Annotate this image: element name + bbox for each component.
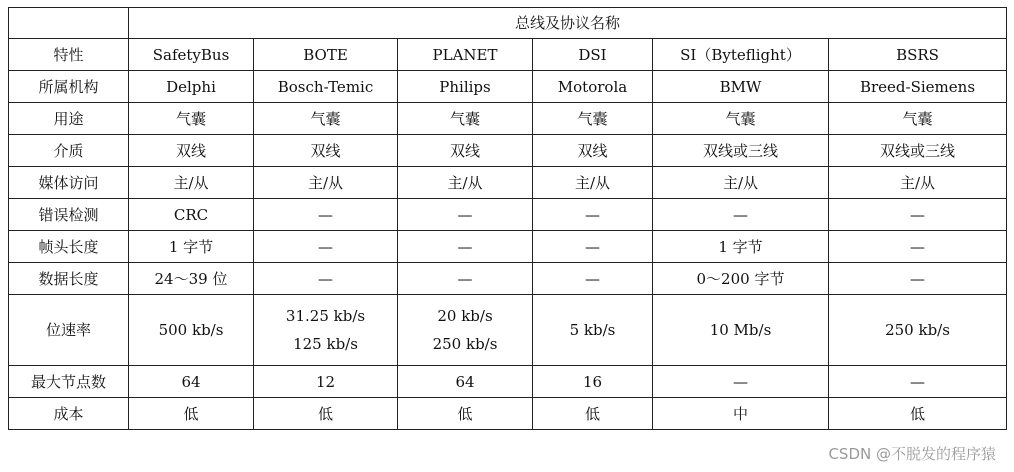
table-cell: — bbox=[398, 263, 533, 295]
table-cell: — bbox=[829, 199, 1007, 231]
cell-line: 20 kb/s bbox=[437, 307, 493, 325]
table-cell: 中 bbox=[653, 398, 829, 430]
row-label: 数据长度 bbox=[9, 263, 129, 295]
table-cell: 0～200 字节 bbox=[653, 263, 829, 295]
row-label: 所属机构 bbox=[9, 71, 129, 103]
protocol-comparison-table bbox=[8, 7, 1007, 430]
table-cell: — bbox=[829, 263, 1007, 295]
table-cell: 气囊 bbox=[533, 103, 653, 135]
group-header: 总线及协议名称 bbox=[129, 8, 1007, 39]
table-cell: 16 bbox=[533, 366, 653, 398]
cell-line: 10 Mb/s bbox=[709, 321, 772, 339]
table-cell: — bbox=[533, 231, 653, 263]
table-cell: 主/从 bbox=[129, 167, 254, 199]
table-cell bbox=[533, 295, 653, 366]
table-cell: 双线 bbox=[129, 135, 254, 167]
watermark: CSDN @不脱发的程序猿 bbox=[828, 445, 996, 463]
row-label: 帧头长度 bbox=[9, 231, 129, 263]
table-cell: 64 bbox=[129, 366, 254, 398]
row-label: 媒体访问 bbox=[9, 167, 129, 199]
table-cell: — bbox=[829, 231, 1007, 263]
table-row bbox=[9, 366, 1007, 398]
table-cell: — bbox=[829, 366, 1007, 398]
table-cell: 主/从 bbox=[829, 167, 1007, 199]
table-row bbox=[9, 135, 1007, 167]
table-cell: — bbox=[533, 263, 653, 295]
column-header-property: 特性 bbox=[9, 39, 129, 71]
table-cell: — bbox=[653, 199, 829, 231]
table-cell: — bbox=[254, 263, 398, 295]
table-cell: 低 bbox=[829, 398, 1007, 430]
column-header-bote: BOTE bbox=[254, 39, 398, 71]
table-cell: — bbox=[398, 231, 533, 263]
table-row bbox=[9, 295, 1007, 366]
column-header-bsrs: BSRS bbox=[829, 39, 1007, 71]
table-cell bbox=[829, 295, 1007, 366]
table-row bbox=[9, 398, 1007, 430]
table-cell: 气囊 bbox=[254, 103, 398, 135]
table-cell: Philips bbox=[398, 71, 533, 103]
table-cell: 1 字节 bbox=[653, 231, 829, 263]
table-cell: 主/从 bbox=[533, 167, 653, 199]
table-cell: 低 bbox=[129, 398, 254, 430]
table-cell: 低 bbox=[254, 398, 398, 430]
table-row bbox=[9, 231, 1007, 263]
row-label: 成本 bbox=[9, 398, 129, 430]
table-row bbox=[9, 71, 1007, 103]
corner-cell bbox=[9, 8, 129, 39]
column-header-dsi: DSI bbox=[533, 39, 653, 71]
column-header-planet: PLANET bbox=[398, 39, 533, 71]
column-header-si-byteflight: SI（Byteflight） bbox=[653, 39, 829, 71]
table-cell: BMW bbox=[653, 71, 829, 103]
table-cell: Delphi bbox=[129, 71, 254, 103]
table-cell: 主/从 bbox=[398, 167, 533, 199]
table-row bbox=[9, 167, 1007, 199]
table-cell: Bosch-Temic bbox=[254, 71, 398, 103]
table-cell: 气囊 bbox=[829, 103, 1007, 135]
table-cell: — bbox=[398, 199, 533, 231]
table-cell bbox=[129, 295, 254, 366]
table-row bbox=[9, 103, 1007, 135]
column-header-row bbox=[9, 39, 1007, 71]
table-cell: — bbox=[653, 366, 829, 398]
table-cell: 12 bbox=[254, 366, 398, 398]
table-cell: Motorola bbox=[533, 71, 653, 103]
table-row bbox=[9, 263, 1007, 295]
cell-line-2: 125 kb/s bbox=[293, 335, 358, 353]
cell-line: 250 kb/s bbox=[885, 321, 950, 339]
table-cell: 主/从 bbox=[254, 167, 398, 199]
row-label: 错误检测 bbox=[9, 199, 129, 231]
table-cell: 1 字节 bbox=[129, 231, 254, 263]
cell-line: 31.25 kb/s bbox=[285, 307, 366, 325]
column-header-safetybus: SafetyBus bbox=[129, 39, 254, 71]
table-cell: — bbox=[254, 199, 398, 231]
table-cell: 双线 bbox=[254, 135, 398, 167]
table-cell: 双线或三线 bbox=[653, 135, 829, 167]
table-cell: 气囊 bbox=[653, 103, 829, 135]
row-label: 最大节点数 bbox=[9, 366, 129, 398]
table-cell: 双线或三线 bbox=[829, 135, 1007, 167]
table-cell: 双线 bbox=[533, 135, 653, 167]
table-cell: — bbox=[254, 231, 398, 263]
row-label: 介质 bbox=[9, 135, 129, 167]
table-cell bbox=[653, 295, 829, 366]
table-row bbox=[9, 199, 1007, 231]
table-cell: — bbox=[533, 199, 653, 231]
table-cell: 气囊 bbox=[398, 103, 533, 135]
cell-line: 500 kb/s bbox=[158, 321, 224, 339]
table-cell: CRC bbox=[129, 199, 254, 231]
cell-line-2: 250 kb/s bbox=[432, 335, 498, 353]
table-cell: 低 bbox=[533, 398, 653, 430]
table-cell bbox=[254, 295, 398, 366]
table-cell: Breed-Siemens bbox=[829, 71, 1007, 103]
cell-line: 5 kb/s bbox=[569, 321, 616, 339]
table-cell: 24～39 位 bbox=[129, 263, 254, 295]
group-header-row bbox=[9, 8, 1007, 39]
table-cell: 气囊 bbox=[129, 103, 254, 135]
table-cell bbox=[398, 295, 533, 366]
table-cell: 双线 bbox=[398, 135, 533, 167]
table-cell: 低 bbox=[398, 398, 533, 430]
table-cell: 主/从 bbox=[653, 167, 829, 199]
row-label: 位速率 bbox=[9, 295, 129, 366]
row-label: 用途 bbox=[9, 103, 129, 135]
table-cell: 64 bbox=[398, 366, 533, 398]
